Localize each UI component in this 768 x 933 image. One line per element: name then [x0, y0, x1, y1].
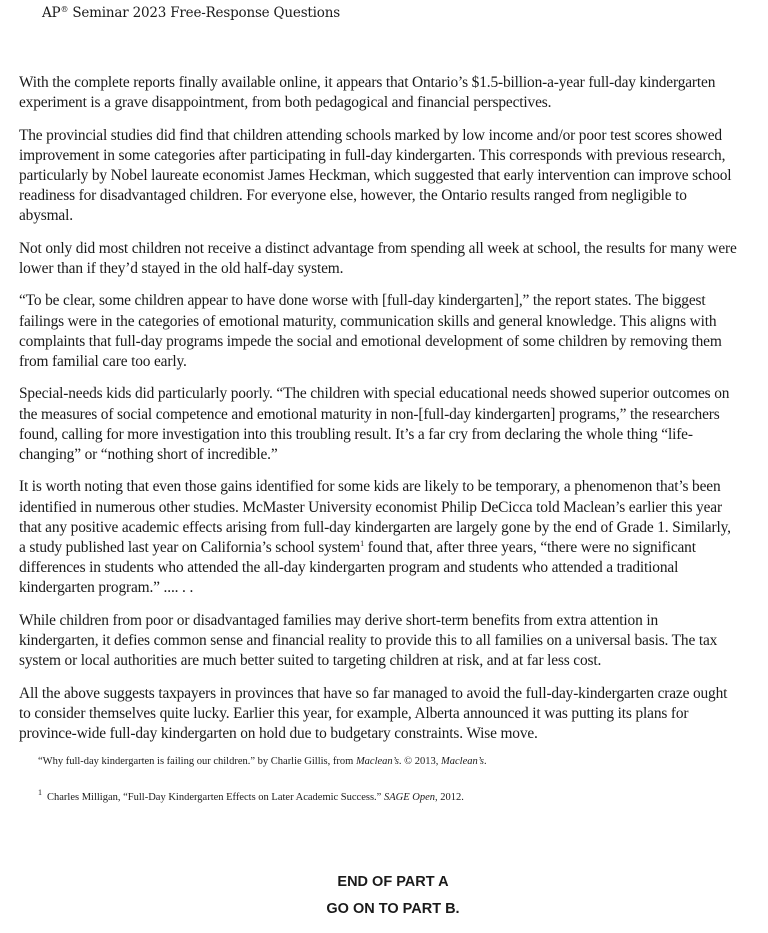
header-title: Seminar 2023 Free-Response Questions — [68, 5, 340, 21]
footnote-reference: 1 — [360, 539, 364, 548]
registered-mark: ® — [60, 5, 69, 14]
paragraph: The provincial studies did find that children attending schools marked by low income and/or poor test scores showed improvement in some categories after participating in full-day kindergarten. This corresponds with previous research, particularly by Nobel laureate economist James Heckman, which suggested that early intervention can improve school readiness for disadvantaged children. For everyone else, however, the Ontario results ranged from negligible to abysmal. — [19, 126, 732, 225]
source-citation — [38, 756, 487, 767]
citation-text: “Why full-day kindergarten is failing our children.” by Charlie Gillis, from — [38, 756, 356, 767]
footnote — [38, 788, 464, 803]
paragraph: While children from poor or disadvantaged families may derive short-term benefits from extra attention in kindergarten, it defies common sense and financial reality to provide this to all families on a universal basis. The tax system or local authorities are much better suited to targeting children at risk, and at far less cost. — [19, 611, 718, 670]
paragraph: Special-needs kids did particularly poorly. “The children with special educational needs showed superior outcomes on the measures of social competence and emotional maturity in non-[full-day kindergarten] programs,” the researchers found, calling for more investigation into this troubling result. It’s a far cry from declaring the whole thing “life-changing” or “nothing short of incredible.” — [19, 385, 730, 463]
paragraph: Not only did most children not receive a distinct advantage from spending all week at school, the results for many were lower than if they’d stayed in the old half-day system. — [19, 239, 737, 277]
footnote-journal: SAGE Open — [383, 792, 435, 803]
paragraph-text-after: found that, after three years, “there were no significant differences in students who attended the all-day kindergarten program and students who attended a traditional kindergarten program.” .... . . — [19, 539, 696, 597]
paragraph: “To be clear, some children appear to have done worse with [full-day kindergarten],” the report states. The biggest failings were in the categories of emotional maturity, communication skills and general knowledge. This aligns with complaints that full-day programs impede the social and emotional development of some children by removing them from familial care too early. — [19, 292, 722, 370]
end-of-part-notice: END OF PART A — [337, 874, 449, 890]
go-on-notice: GO ON TO PART B. — [326, 901, 460, 917]
footnote-mark: 1 — [38, 788, 42, 797]
citation-text: . © 2013, — [398, 756, 442, 767]
citation-publication: Maclean’s — [441, 756, 484, 767]
header-prefix: AP — [42, 5, 61, 21]
footnote-text: , 2012. — [435, 792, 464, 803]
citation-publication: Maclean’s — [355, 756, 399, 767]
paragraph: All the above suggests taxpayers in provinces that have so far managed to avoid the full-day-kindergarten craze ought to consider themselves quite lucky. Earlier this year, for example, Alberta announced it was putting its plans for province-wide full-day kindergarten on hold due to budgetary constraints. Wise move. — [19, 684, 728, 742]
article-body — [19, 73, 739, 756]
paragraph-with-footnote — [19, 477, 739, 598]
paragraph-text-before: It is worth noting that even those gains identified for some kids are likely to be temporary, a phenomenon that’s been identified in numerous other studies. McMaster University economist Philip DeCicca told Maclean’s earlier this year that any positive academic effects arising from full-day kindergarten are largely gone by the end of Grade 1. Similarly, a study published last year on California’s school system — [19, 478, 731, 556]
page-header — [42, 5, 340, 21]
citation-text: . — [483, 756, 487, 767]
paragraph: With the complete reports finally available online, it appears that Ontario’s $1.5-billion-a-year full-day kindergarten experiment is a grave disappointment, from both pedagogical and financial perspectives. — [19, 74, 716, 112]
footnote-text: Charles Milligan, “Full-Day Kindergarten Effects on Later Academic Success.” — [47, 792, 384, 803]
